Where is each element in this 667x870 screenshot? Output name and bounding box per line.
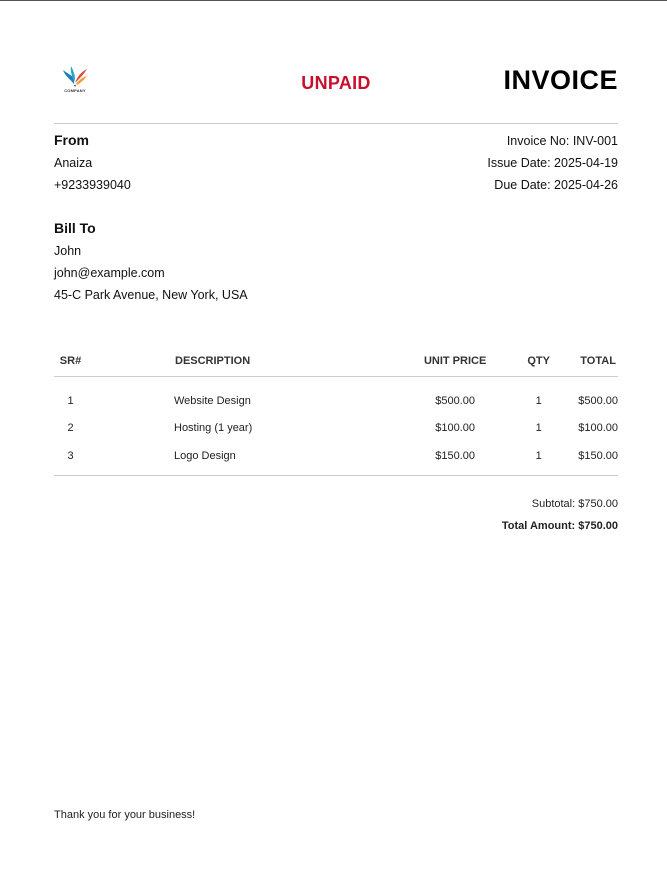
from-name: Anaiza [54, 156, 93, 170]
row-total: $100.00 [578, 422, 618, 435]
due-date: Due Date: 2025-04-26 [494, 178, 618, 192]
header-divider [54, 123, 618, 124]
logo-wordmark: COMPANY [64, 88, 86, 93]
bill-to-address: 45-C Park Avenue, New York, USA [54, 288, 248, 302]
row-sr: 3 [67, 449, 74, 462]
table-row [54, 377, 618, 415]
row-description: Hosting (1 year) [174, 422, 253, 435]
row-sr: 2 [67, 422, 74, 435]
header-qty: QTY [499, 345, 578, 377]
payment-status: UNPAID [301, 73, 371, 93]
row-description: Website Design [174, 394, 251, 407]
header-total: TOTAL [578, 345, 618, 377]
subtotal: Subtotal: $750.00 [531, 498, 618, 510]
bill-to-heading: Bill To [54, 220, 96, 236]
invoice-number: Invoice No: INV-001 [506, 134, 618, 148]
row-unit-price: $500.00 [435, 394, 475, 407]
row-qty: 1 [535, 449, 542, 462]
header-description: DESCRIPTION [87, 345, 411, 377]
from-phone: +9233939040 [54, 178, 131, 192]
line-items-table [54, 345, 618, 476]
bill-to-email: john@example.com [54, 266, 165, 280]
from-heading: From [54, 132, 89, 148]
row-total: $150.00 [578, 449, 618, 462]
row-unit-price: $150.00 [435, 449, 475, 462]
table-row [54, 442, 618, 476]
issue-date: Issue Date: 2025-04-19 [487, 156, 618, 170]
row-unit-price: $100.00 [435, 422, 475, 435]
row-description: Logo Design [174, 449, 236, 462]
row-total: $500.00 [578, 394, 618, 407]
table-header-row [54, 345, 618, 377]
thank-you-note: Thank you for your business! [54, 809, 196, 821]
row-qty: 1 [535, 394, 542, 407]
header-unit-price: UNIT PRICE [411, 345, 499, 377]
table-row [54, 415, 618, 443]
invoice-page [54, 1, 618, 870]
total-amount: Total Amount: $750.00 [501, 520, 618, 532]
row-qty: 1 [535, 422, 542, 435]
bill-to-name: John [54, 244, 82, 258]
table-bottom-divider [54, 475, 618, 476]
row-sr: 1 [67, 394, 74, 407]
header-sr: SR# [54, 345, 87, 377]
document-title: INVOICE [503, 65, 618, 95]
